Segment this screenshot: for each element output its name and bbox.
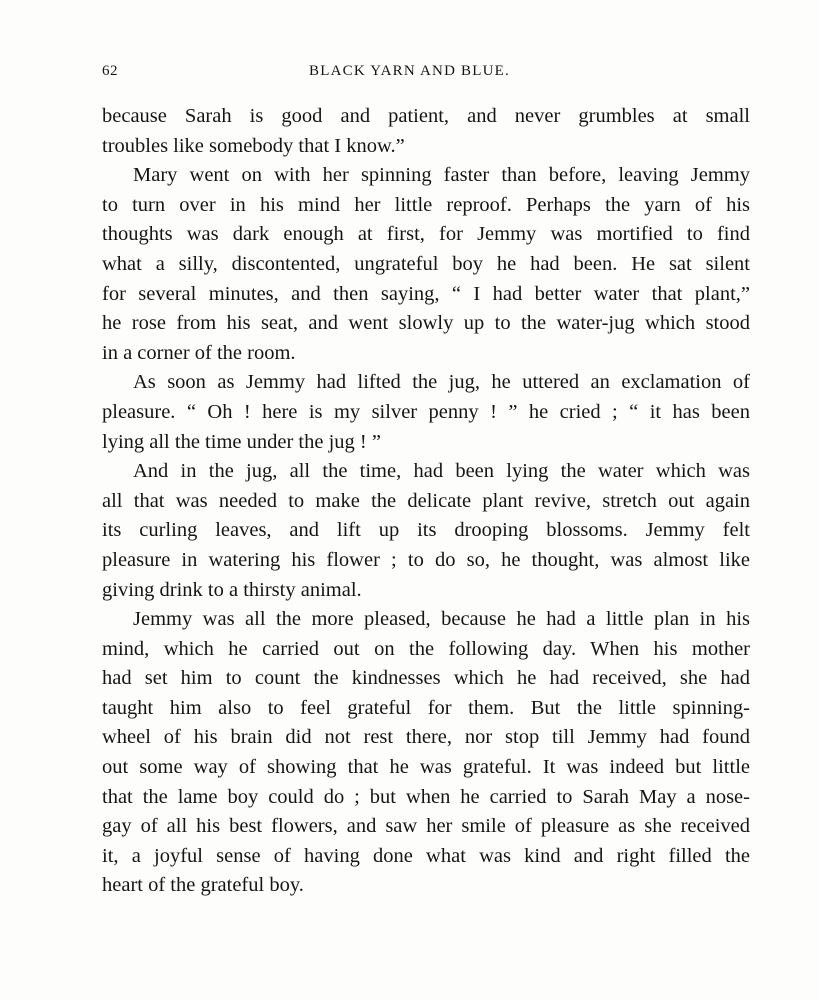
text-line: in a corner of the room. (102, 341, 296, 364)
body-text (102, 102, 750, 901)
text-line: what a silly, discontented, ungrateful boy he had been. He sat silent (102, 252, 750, 275)
text-line: out some way of showing that he was grateful. It was indeed but little (102, 756, 750, 779)
text-line: it, a joyful sense of having done what was kind and right filled the (102, 844, 750, 867)
text-line: because Sarah is good and patient, and never grumbles at small (102, 105, 750, 127)
text-line: had set him to count the kindnesses which he had received, she had (102, 667, 750, 690)
text-line: that the lame boy could do ; but when he carried to Sarah May a nose- (102, 785, 750, 808)
text-line: giving drink to a thirsty animal. (102, 578, 362, 601)
text-line: gay of all his best flowers, and saw her smile of pleasure as she received (102, 815, 750, 838)
text-line: to turn over in his mind her little reproof. Perhaps the yarn of his (102, 193, 750, 216)
page-number: 62 (102, 63, 118, 79)
text-line: wheel of his brain did not rest there, nor stop till Jemmy had found (102, 726, 750, 749)
text-line: troubles like somebody that I know.” (102, 134, 405, 157)
text-line: he rose from his seat, and went slowly up to the water-jug which stood (102, 312, 750, 335)
text-line: its curling leaves, and lift up its drooping blossoms. Jemmy felt (102, 519, 750, 542)
text-line: pleasure in watering his flower ; to do so, he thought, was almost like (102, 548, 750, 571)
text-line: mind, which he carried out on the following day. When his mother (102, 637, 750, 660)
text-line: taught him also to feel grateful for them. But the little spinning- (102, 696, 750, 719)
text-line: And in the jug, all the time, had been lying the water which was (133, 460, 750, 483)
text-line: heart of the grateful boy. (102, 874, 304, 897)
text-line: lying all the time under the jug ! ” (102, 430, 381, 453)
text-line: thoughts was dark enough at first, for Jemmy was mortified to find (102, 223, 750, 246)
text-line: Jemmy was all the more pleased, because he had a little plan in his (133, 608, 750, 631)
text-line: Mary went on with her spinning faster than before, leaving Jemmy (133, 164, 750, 187)
text-line: pleasure. “ Oh ! here is my silver penny ! ” he cried ; “ it has been (102, 400, 750, 423)
running-title: BLACK YARN AND BLUE. (309, 63, 510, 79)
text-line: all that was needed to make the delicate plant revive, stretch out again (102, 489, 750, 512)
text-line: for several minutes, and then saying, “ I had better water that plant,” (102, 282, 750, 305)
text-line: As soon as Jemmy had lifted the jug, he uttered an exclamation of (133, 371, 750, 394)
